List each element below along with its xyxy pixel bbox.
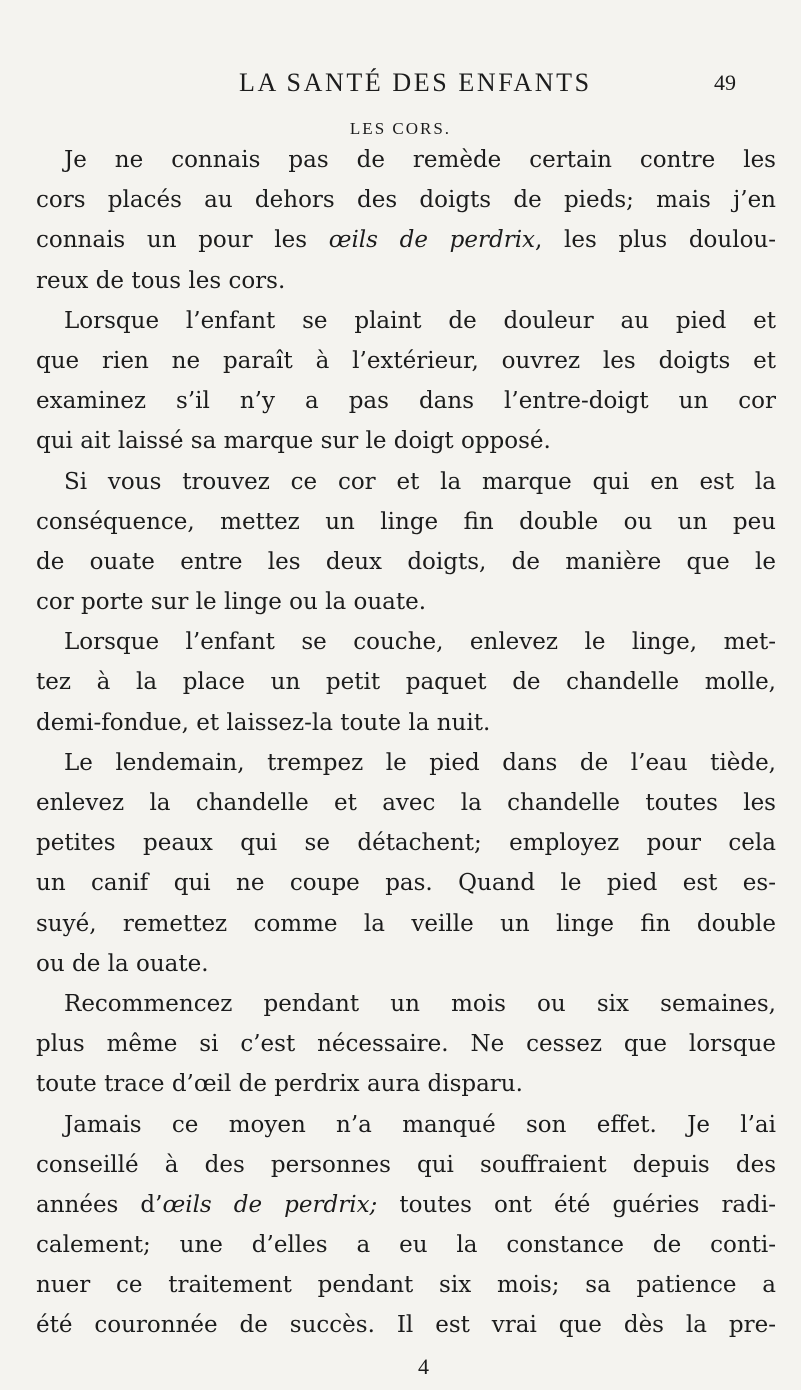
text-run: toutes ont été guéries radi- (377, 1191, 776, 1218)
text-run: , les plus doulou- (535, 227, 777, 254)
text-line: cors placés au dehors des doigts de pieds; mais j’en (36, 187, 776, 214)
text-run: années d’ (36, 1191, 163, 1218)
text-line: tez à la place un petit paquet de chandelle molle, (36, 669, 776, 696)
running-header (0, 68, 801, 108)
text-line: de ouate entre les deux doigts, de manière que le (36, 548, 776, 575)
text-line (36, 220, 776, 260)
text-line: petites peaux qui se détachent; employez pour cela (36, 830, 776, 857)
text-line: Recommencez pendant un mois ou six semaines, (64, 990, 776, 1017)
text-line: Lorsque l’enfant se plaint de douleur au pied et (64, 307, 776, 334)
text-line: plus même si c’est nécessaire. Ne cessez que lorsque (36, 1031, 776, 1058)
text-line: examinez s’il n’y a pas dans l’entre-doigt un cor (36, 388, 776, 415)
text-line: nuer ce traitement pendant six mois; sa patience a (36, 1272, 776, 1299)
text-run: connais un pour les (36, 227, 329, 254)
text-line: reux de tous les cors. (36, 267, 286, 294)
italic-term: œils de perdrix; (162, 1191, 378, 1218)
text-line: Je ne connais pas de remède certain contre les (64, 147, 776, 173)
page-number: 49 (714, 70, 736, 95)
signature-mark: 4 (418, 1354, 429, 1379)
text-line: demi-fondue, et laissez-la toute la nuit. (36, 709, 491, 736)
text-line: que rien ne paraît à l’extérieur, ouvrez les doigts et (36, 347, 776, 374)
running-title: LA SANTÉ DES ENFANTS (239, 68, 592, 97)
text-line: ou de la ouate. (36, 950, 209, 977)
text-line: enlevez la chandelle et avec la chandelle toutes les (36, 790, 776, 816)
text-line: qui ait laissé sa marque sur le doigt opposé. (36, 428, 551, 455)
text-line: toute trace d’œil de perdrix aura disparu. (36, 1071, 523, 1098)
text-line: Si vous trouvez ce cor et la marque qui en est la (64, 468, 776, 495)
italic-term: œils de perdrix (328, 227, 536, 254)
text-line: conséquence, mettez un linge fin double ou un peu (36, 508, 776, 535)
text-line: cor porte sur le linge ou la ouate. (36, 589, 427, 616)
text-line: Jamais ce moyen n’a manqué son effet. Je l’ai (64, 1111, 776, 1138)
text-line: conseillé à des personnes qui souffraient depuis des (36, 1151, 776, 1178)
text-line: calement; une d’elles a eu la constance de conti- (36, 1232, 776, 1259)
text-line: Le lendemain, trempez le pied dans de l’eau tiède, (64, 749, 776, 776)
text-line (36, 1185, 776, 1225)
body-text (36, 140, 776, 1346)
text-line: Lorsque l’enfant se couche, enlevez le linge, met- (64, 629, 776, 656)
text-line: été couronnée de succès. Il est vrai que dès la pre- (36, 1312, 776, 1339)
section-title: LES CORS. (349, 119, 452, 138)
text-line: un canif qui ne coupe pas. Quand le pied est es- (36, 870, 776, 897)
text-line: suyé, remettez comme la veille un linge fin double (36, 910, 776, 937)
